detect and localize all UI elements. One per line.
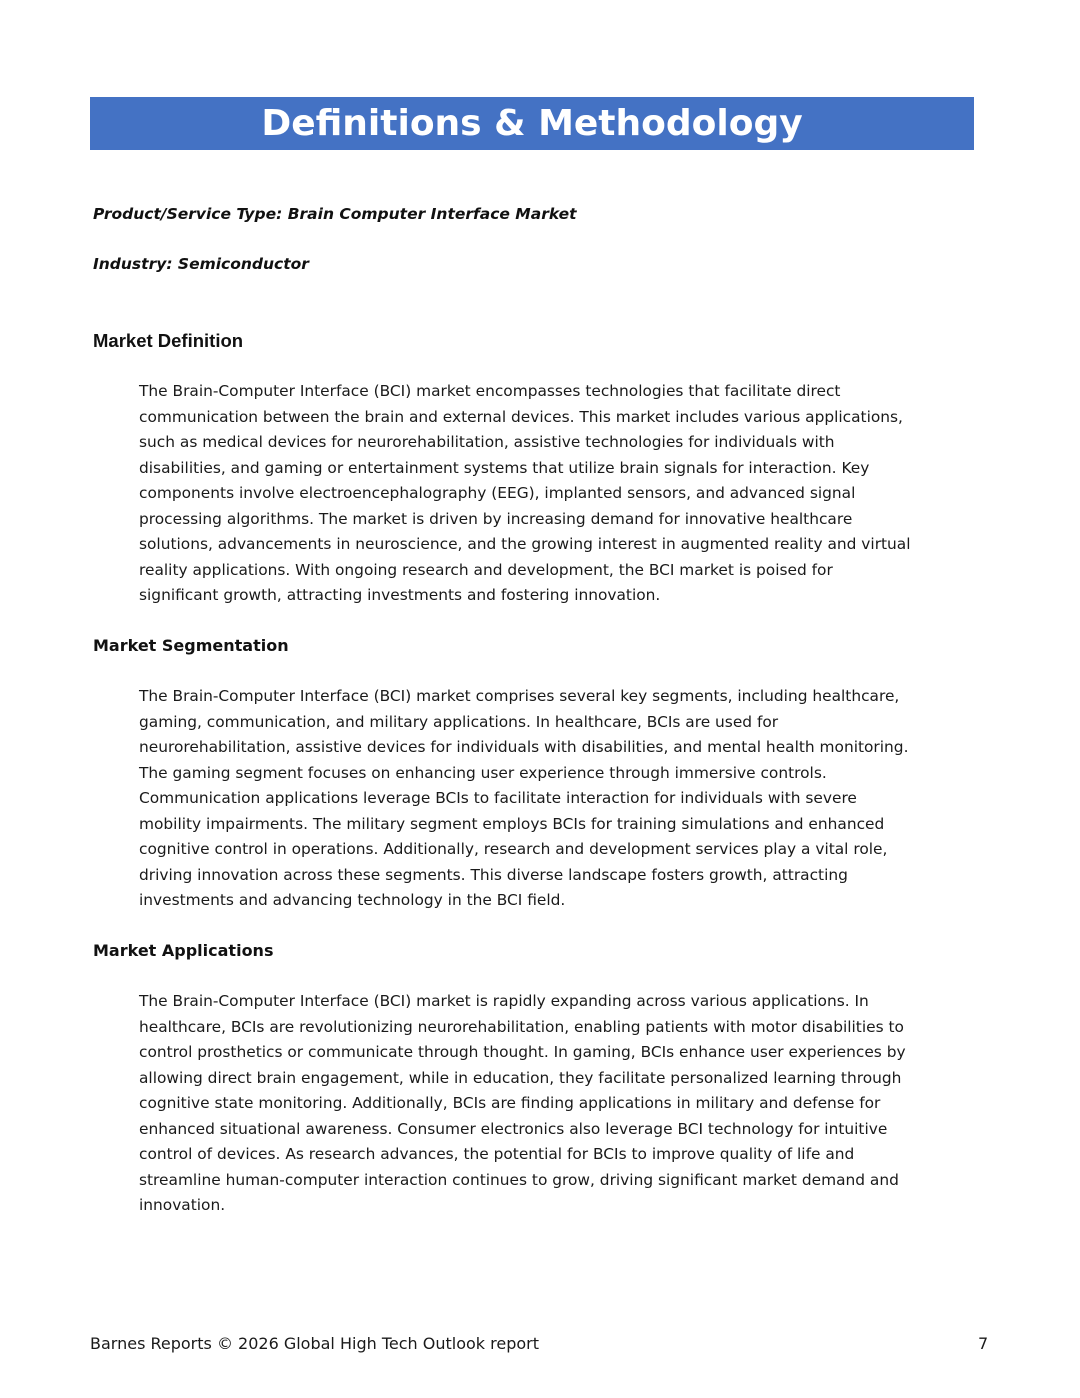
paragraph-line: healthcare, BCIs are revolutionizing neurorehabilitation, enabling patients with motor disabilities to — [139, 1017, 904, 1036]
paragraph-line: control prosthetics or communicate through thought. In gaming, BCIs enhance user experiences by — [139, 1043, 906, 1061]
paragraph-line: control of devices. As research advances, the potential for BCIs to improve quality of life and — [139, 1145, 855, 1163]
paragraph-line: disabilities, and gaming or entertainment systems that utilize brain signals for interaction. Key — [139, 458, 870, 477]
paragraph-line: communication between the brain and external devices. This market includes various applications, — [139, 407, 903, 426]
paragraph-line: enhanced situational awareness. Consumer electronics also leverage BCI technology for intuitive — [139, 1119, 888, 1138]
market-segmentation-paragraph — [139, 684, 939, 914]
paragraph-line: Communication applications leverage BCIs to facilitate interaction for individuals with severe — [139, 789, 857, 807]
paragraph-line: mobility impairments. The military segment employs BCIs for training simulations and enhanced — [139, 814, 885, 833]
paragraph-line: innovation. — [139, 1196, 226, 1214]
paragraph-line: components involve electroencephalography (EEG), implanted sensors, and advanced signal — [139, 484, 856, 502]
footer-source: Barnes Reports © 2026 Global High Tech Outlook report — [90, 1334, 539, 1353]
paragraph-line: driving innovation across these segments. This diverse landscape fosters growth, attracting — [139, 865, 848, 884]
page-title: Definitions & Methodology — [261, 102, 803, 144]
paragraph-line: The Brain-Computer Interface (BCI) market is rapidly expanding across various applications. In — [139, 992, 869, 1010]
paragraph-line: investments and advancing technology in the BCI field. — [139, 891, 566, 909]
paragraph-line: The gaming segment focuses on enhancing user experience through immersive controls. — [139, 763, 827, 782]
paragraph-line: processing algorithms. The market is driven by increasing demand for innovative healthcare — [139, 509, 853, 528]
market-segmentation-heading: Market Segmentation — [93, 636, 289, 655]
paragraph-line: streamline human-computer interaction continues to grow, driving significant market demand and — [139, 1170, 899, 1189]
paragraph-line: cognitive control in operations. Additionally, research and development services play a vital role, — [139, 840, 888, 858]
page-number: 7 — [978, 1334, 989, 1353]
paragraph-line: reality applications. With ongoing research and development, the BCI market is poised for — [139, 560, 833, 579]
product-type-line: Product/Service Type: Brain Computer Interface Market — [93, 205, 577, 223]
paragraph-line: The Brain-Computer Interface (BCI) market encompasses technologies that facilitate direct — [139, 382, 841, 400]
industry-line: Industry: Semiconductor — [93, 255, 309, 273]
paragraph-line: significant growth, attracting investments and fostering innovation. — [139, 586, 661, 604]
paragraph-line: allowing direct brain engagement, while in education, they facilitate personalized learning through — [139, 1068, 902, 1087]
paragraph-line: neurorehabilitation, assistive devices for individuals with disabilities, and mental health monitoring. — [139, 738, 909, 756]
paragraph-line: gaming, communication, and military applications. In healthcare, BCIs are used for — [139, 712, 779, 731]
market-definition-heading: Market Definition — [93, 330, 244, 351]
paragraph-line: The Brain-Computer Interface (BCI) market comprises several key segments, including healthcare, — [139, 687, 900, 705]
title-banner — [90, 97, 974, 150]
paragraph-line: cognitive state monitoring. Additionally, BCIs are finding applications in military and defense for — [139, 1094, 881, 1112]
market-applications-heading: Market Applications — [93, 941, 274, 960]
market-definition-paragraph — [139, 379, 939, 609]
paragraph-line: such as medical devices for neurorehabilitation, assistive technologies for individuals with — [139, 433, 835, 451]
market-applications-paragraph — [139, 989, 939, 1219]
paragraph-line: solutions, advancements in neuroscience, and the growing interest in augmented reality and virtual — [139, 535, 911, 553]
